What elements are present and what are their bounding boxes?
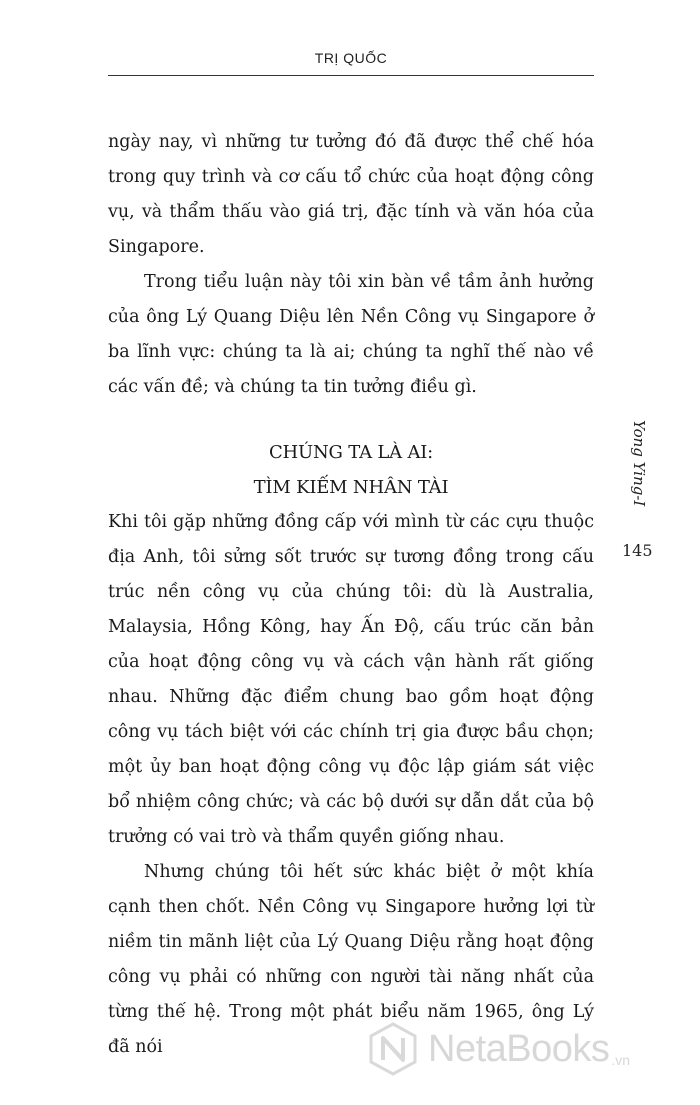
netabooks-logo-icon bbox=[366, 1022, 420, 1076]
paragraph-1: ngày nay, vì những tư tưởng đó đã được thể chế hóa trong quy trình và cơ cấu tổ chức của hoạt động công vụ, và thẩm thấu vào giá trị, đặc tính và văn hóa của Singapore. bbox=[108, 132, 594, 257]
watermark bbox=[366, 1022, 630, 1076]
paragraph-3: Khi tôi gặp những đồng cấp với mình từ các cựu thuộc địa Anh, tôi sửng sốt trước sự tương đồng trong cấu trúc nền công vụ của chúng tôi: dù là Australia, Malaysia, Hồng Kông, hay Ấn Độ, cấu trúc căn bản của hoạt động công vụ và cách vận hành rất giống nhau. Những đặc điểm chung bao gồm hoạt động công vụ tách biệt với các chính trị gia được bầu chọn; một ủy ban hoạt động công vụ độc lập giám sát việc bổ nhiệm công chức; và các bộ dưới sự dẫn dắt của bộ trưởng có vai trò và thẩm quyền giống nhau. bbox=[108, 512, 594, 847]
margin-author: Yong Ying-I bbox=[630, 420, 648, 507]
heading-line-1: CHÚNG TA LÀ AI: bbox=[268, 442, 434, 463]
body-text bbox=[108, 125, 594, 1065]
header-rule bbox=[108, 75, 594, 76]
paragraph-2: Trong tiểu luận này tôi xin bàn về tầm ảnh hưởng của ông Lý Quang Diệu lên Nền Công vụ Singapore ở ba lĩnh vực: chúng ta là ai; chúng ta nghĩ thế nào về các vấn đề; và chúng ta tin tưởng điều gì. bbox=[108, 272, 594, 397]
paragraph-4: Nhưng chúng tôi hết sức khác biệt ở một khía cạnh then chốt. Nền Công vụ Singapore hưởng lợi từ niềm tin mãnh liệt của Lý Quang Diệu rằng hoạt động công vụ phải có những con người tài năng nhất của từng thế hệ. Trong một phát biểu năm 1965, ông Lý đã nói bbox=[108, 862, 594, 1057]
heading-line-2: TÌM KIẾM NHÂN TÀI bbox=[253, 477, 449, 498]
watermark-brand: NetaBooks bbox=[428, 1027, 610, 1070]
section-heading bbox=[108, 435, 594, 505]
page-number: 145 bbox=[622, 541, 653, 560]
watermark-tld: .vn bbox=[611, 1052, 631, 1068]
running-title: TRỊ QUỐC bbox=[314, 50, 388, 66]
